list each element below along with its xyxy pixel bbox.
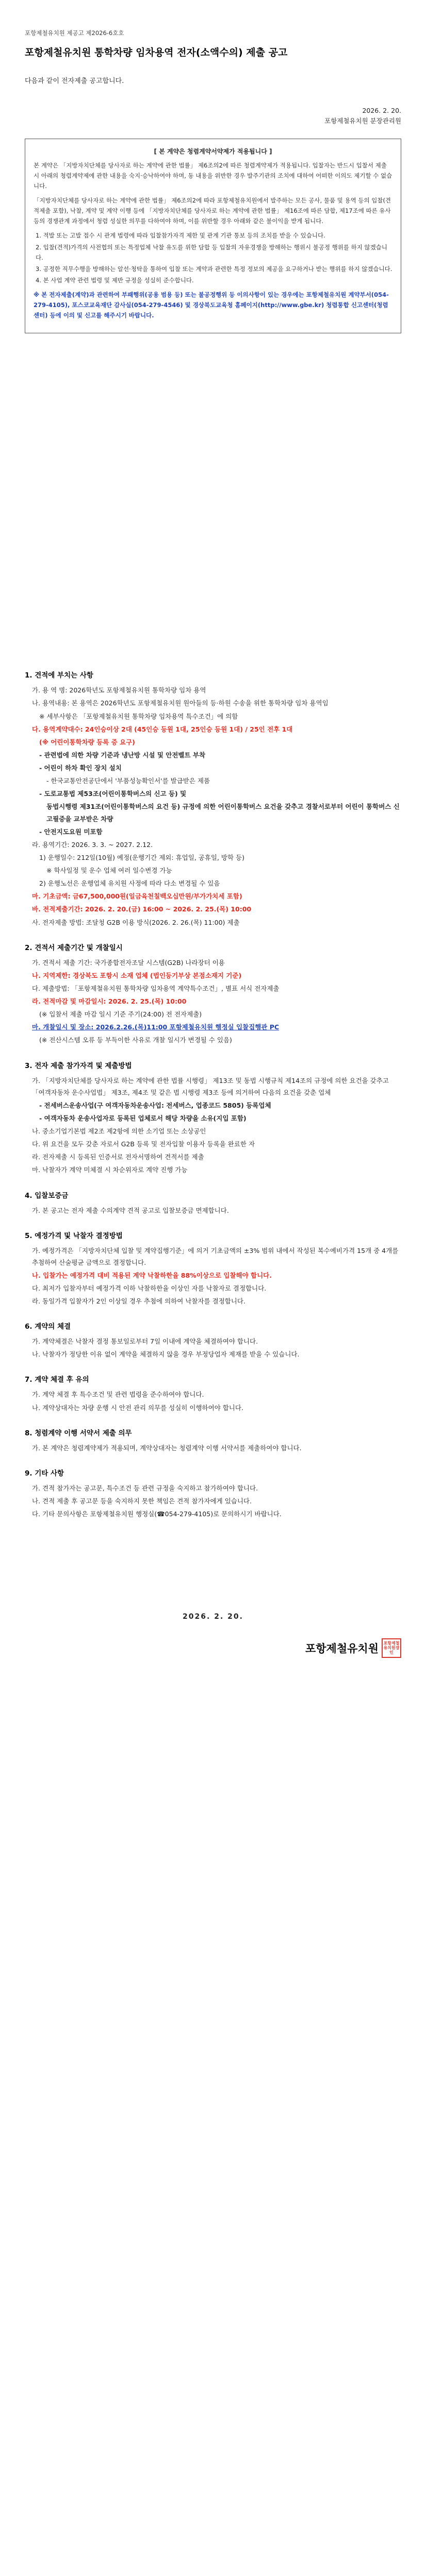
section-line: 나. 지역제한: 경상북도 포항시 소재 업체 (법인등기부상 본점소재지 기준) — [32, 971, 242, 979]
section-line: 라. 전적마감 및 마감일시: 2026. 2. 25.(목) 10:00 — [32, 997, 187, 1006]
section-line: 사. 전자제출 방법: 조달청 G2B 이용 방식(2026. 2. 26.(목) 11:00) 제출 — [32, 918, 240, 926]
section-line: 마. 기초금액: 금67,500,000원(일금육천칠백오십만원/부가가치세 포함) — [32, 892, 242, 901]
section-line: 1) 운행일수: 212일(10월) 예정(운행기간 제외: 휴업일, 공휴일, 방학 등) — [39, 853, 244, 861]
intro-text: 다음과 같이 전자제출 공고합니다. — [25, 77, 124, 85]
section-line: 나. 계약상대자는 차량 운행 시 안전 관리 의무를 성실히 이행하여야 합니다. — [32, 1403, 243, 1412]
notice-number: 포항제철유치원 제공고 제2026-6호호 — [25, 29, 124, 37]
section-6 — [25, 1320, 401, 1360]
section-line: - 어린이 하차 확인 장치 설치 — [39, 764, 122, 772]
rule-item: 2. 입찰(견적)가격의 사전협의 또는 특정업체 낙찰 유도를 위한 담합 등 입찰의 자유경쟁을 방해하는 행위시 불공정 행위를 하지 않겠습니다. — [36, 243, 387, 261]
section-2 — [25, 942, 401, 1046]
footer-date: 2026. 2. 20. — [183, 1613, 243, 1621]
section-heading: 1. 견적에 부치는 사항 — [25, 671, 93, 680]
section-line: 다. 기타 문의사항은 포항제철유치원 행정실(☎054-279-4105)로 문의하시기 바랍니다. — [32, 1510, 282, 1518]
official-seal-icon: 포항제철유치원장인 — [382, 1638, 401, 1658]
section-line: 마. 낙찰자가 계약 미체결 시 차순위자로 계약 진행 가능 — [32, 1166, 188, 1174]
section-line: - 한국교통안전공단에서 '부품성능확인서'를 발급받은 제품 — [46, 777, 210, 785]
footer-org-name: 포항제철유치원 — [305, 1642, 379, 1655]
section-8 — [25, 1427, 401, 1454]
section-line: 나. 입찰가는 예정가격 대비 적용된 계약 낙찰하한율 88%이상으로 입찰해야 합니다. — [32, 1271, 272, 1279]
rule-box-contact: ※ 본 전자제출(계약)과 관련하여 부패행위(공용 범용 등) 또는 불공정행위 등 이의사항이 있는 경우에는 포항제철유치원 계약부서(054-279-4105), 포스코교육재단 감사실(054-279-4546) 및 경상북도교육청 홈페이지(http://www.gbe.kr) 청렴통합 신고센터(청렴센터) 등에 이의 및 신고를 해주시기 바랍니다. — [34, 291, 389, 319]
section-line: 가. 본 공고는 전자 제출 수의계약 견적 공고로 입찰보증금 면제합니다. — [32, 1206, 229, 1214]
section-line: 동법시행령 제31조(어린이통학버스의 요건 등) 규정에 의한 어린이통학버스 요건을 갖추고 경찰서로부터 어린이 통학버스 신고필증을 교부받은 차량 — [46, 803, 400, 823]
section-7 — [25, 1374, 401, 1413]
section-line: 라. 전자제출 시 등록된 인증서로 전자서명하여 견적서를 제출 — [32, 1153, 204, 1161]
section-line: 가. 계약체결은 낙찰자 결정 통보일로부터 7일 이내에 계약을 체결하여야 합니다. — [32, 1337, 258, 1346]
section-heading: 3. 전자 제출 참가자격 및 제출방법 — [25, 1061, 132, 1070]
section-line: 다. 제출방법: 「포항제철유치원 통학차량 임차용역 계약특수조건」, 별표 서식 전자제출 — [32, 984, 280, 992]
section-line: (※ 전산시스템 오류 등 부득이한 사유로 개찰 일시가 변경될 수 있음) — [39, 1036, 232, 1044]
section-line: ※ 학사일정 및 운수 업체 여러 일수변경 가능 — [46, 867, 172, 875]
section-line: 가. 용 역 명: 2026학년도 포항제철유치원 통학차량 임차 용역 — [32, 686, 206, 694]
rule-box-para1: 본 계약은 「지방자치단체를 당사자로 하는 계약에 관한 법률」 제6조의2에 따른 청렴계약제가 적용됩니다. 입찰자는 반드시 입찰서 제출 시 아래의 청렴계약제에 관한 내용을 숙지·승낙하여야 하며, 동 내용을 위반한 경우 발주기관의 조치에 대하여 어떠한 이의도 제기할 수 없습니다. — [34, 161, 392, 190]
section-heading: 9. 기타 사항 — [25, 1469, 64, 1478]
header-date: 2026. 2. 20. — [362, 106, 401, 114]
section-3 — [25, 1060, 401, 1176]
section-line: 나. 낙찰자가 정당한 이유 없이 계약을 체결하지 않을 경우 부정당업자 제재를 받을 수 있습니다. — [32, 1350, 300, 1359]
section-line: 가. 본 계약은 청렴계약제가 적용되며, 계약상대자는 청렴계약 이행 서약서를 제출하여야 합니다. — [32, 1444, 302, 1452]
section-line: 다. 최저가 입찰자부터 예정가격 이하 낙찰하한율 이상인 자를 낙찰자로 결정합니다. — [32, 1284, 267, 1292]
section-4 — [25, 1190, 401, 1216]
section-line: 다. 용역계약대수: 24인승이상 2대 (45인승 등원 1대, 25인승 등원 1대) / 25인 전후 1대 — [32, 725, 293, 733]
section-line: - 여객자동차 운송사업자로 등록된 업체로서 해당 차량을 소유(지입 포함) — [39, 1114, 247, 1122]
rule-box-para2: 「지방자치단체를 당사자로 하는 계약에 관한 법률」 제6조의2에 따라 포항제철유치원에서 발주하는 모든 공사, 물품 및 용역 등의 입찰(견적제출 포함), 낙찰, 계약 및 계약 이행 등에 「지방자치단체를 당사자로 하는 계약에 관한 법률」 제16조에 따른 담합, 제17조에 따른 유사 등의 경쟁관계 과정에서 청렴 성실한 의무를 다하여야 하며, 이를 위반할 경우 아래와 같은 불이익을 받게 됩니다. — [34, 197, 391, 225]
section-line: (※ 입찰서 제출 마감 일시 기준 주기(24:00) 전 전자제출) — [39, 1010, 202, 1019]
section-line: (※ 어린이통학차량 등록 증 요구) — [39, 738, 135, 746]
section-line: 라. 용역기간: 2026. 3. 3. ~ 2027. 2.12. — [32, 840, 153, 849]
section-line: 바. 전적제출기간: 2026. 2. 20.(금) 16:00 ~ 2026. 2. 25.(목) 10:00 — [32, 905, 252, 913]
section-line: ※ 세부사항은 「포항제철유치원 통학차량 임차용역 특수조건」에 의함 — [39, 712, 238, 720]
section-line: 다. 위 요건을 모두 갖춘 자로서 G2B 등록 및 전자입찰 이용자 등록을 완료한 자 — [32, 1140, 255, 1148]
header-org: 포항제철유치원 분장관리원 — [324, 116, 401, 125]
section-line: 라. 동일가격 입찰자가 2인 이상일 경우 추첨에 의하여 낙찰자를 결정합니다. — [32, 1297, 245, 1306]
section-heading: 6. 계약의 체결 — [25, 1323, 71, 1331]
section-5 — [25, 1230, 401, 1308]
section-heading: 7. 계약 체결 후 유의 — [25, 1376, 89, 1384]
section-1 — [25, 669, 401, 928]
section-heading: 5. 예정가격 및 낙찰자 결정방법 — [25, 1231, 123, 1240]
section-line: - 전세버스운송사업(구 여객자동차운송사업: 전세버스, 업종코드 5805) 등록업체 — [39, 1101, 271, 1109]
rule-item: 3. 공정한 직무수행을 방해하는 알선·청탁을 통하여 입찰 또는 계약과 관련한 특정 정보의 제공을 요구하거나 받는 행위를 하지 않겠습니다. — [36, 265, 392, 273]
section-line: - 관련법에 의한 차량 기준과 냉난방 시설 및 안전벨트 부착 — [39, 751, 206, 759]
section-line: 나. 용역내용: 본 용역은 2026학년도 포항제철유치원 원아들의 등·하원 수송을 위한 통학차량 임차 용역임 — [32, 699, 329, 707]
section-line: 가. 견적 참가자는 공고문, 특수조건 등 관련 규정을 숙지하고 참가하여야 합니다. — [32, 1484, 258, 1492]
footer-signature — [25, 1638, 401, 1658]
rule-item: 4. 본 사업 계약 관련 법령 및 제반 규정을 성실히 준수합니다. — [36, 276, 194, 284]
section-line: 2) 운행노선은 운행업체 유치원 사정에 따라 다소 변경될 수 있음 — [39, 879, 220, 888]
section-line: - 안전지도요원 미포함 — [39, 827, 103, 836]
section-line: 가. 「지방자치단체를 당사자로 하는 계약에 관한 법률 시행령」 제13조 및 동법 시행규칙 제14조의 규정에 의한 요건을 갖추고 「여객자동차 운수사업법」 제3조, 제4조 및 같은 법 시행령 제3조 등에 의거하여 다음의 요건을 갖춘 업체 — [32, 1076, 389, 1096]
section-line: 마. 개찰일시 및 장소: 2026.2.26.(목)11:00 포항제철유치원 행정실 입찰집행관 PC — [32, 1023, 280, 1031]
rule-box-heading: [ 본 계약은 청렴계약서약제가 적용됩니다 ] — [154, 147, 272, 155]
blank-gap — [25, 347, 401, 656]
section-9 — [25, 1467, 401, 1520]
section-heading: 4. 입찰보증금 — [25, 1191, 69, 1200]
section-line: 나. 견적 제출 후 공고문 등을 숙지하지 못한 책임은 견적 참가자에게 있습니다. — [32, 1497, 252, 1505]
integrity-rule-box — [25, 139, 401, 334]
section-line: - 도로교통법 제53조(어린이통학버스의 신고 등) 및 — [39, 790, 187, 798]
rule-item: 1. 적발 또는 고발 접수 시 관계 법령에 따라 입찰참가자격 제한 및 관계 기관 통보 등의 조치를 받을 수 있습니다. — [36, 232, 325, 240]
section-line: 나. 중소기업기본법 제2조 제2항에 의한 소기업 또는 소상공인 — [32, 1127, 206, 1136]
notice-title: 포항제철유치원 통학차량 임차용역 전자(소액수의) 제출 공고 — [25, 47, 288, 58]
section-line: 가. 견적서 제출 기간: 국가종합전자조달 시스템(G2B) 나라장터 이용 — [32, 958, 225, 967]
section-line: 가. 예정가격은 「지방자치단체 입찰 및 계약집행기준」에 의거 기초금액의 ±3% 범위 내에서 작성된 복수예비가격 15개 중 4개를 추첨하여 산술평균 금액으로 결정합니다. — [32, 1246, 399, 1266]
rule-box-items — [34, 230, 392, 285]
section-heading: 8. 청렴계약 이행 서약서 제출 의무 — [25, 1429, 132, 1437]
section-heading: 2. 견적서 제출기간 및 개찰일시 — [25, 943, 123, 952]
section-line: 가. 계약 체결 후 특수조건 및 관련 법령을 준수하여야 합니다. — [32, 1391, 204, 1399]
